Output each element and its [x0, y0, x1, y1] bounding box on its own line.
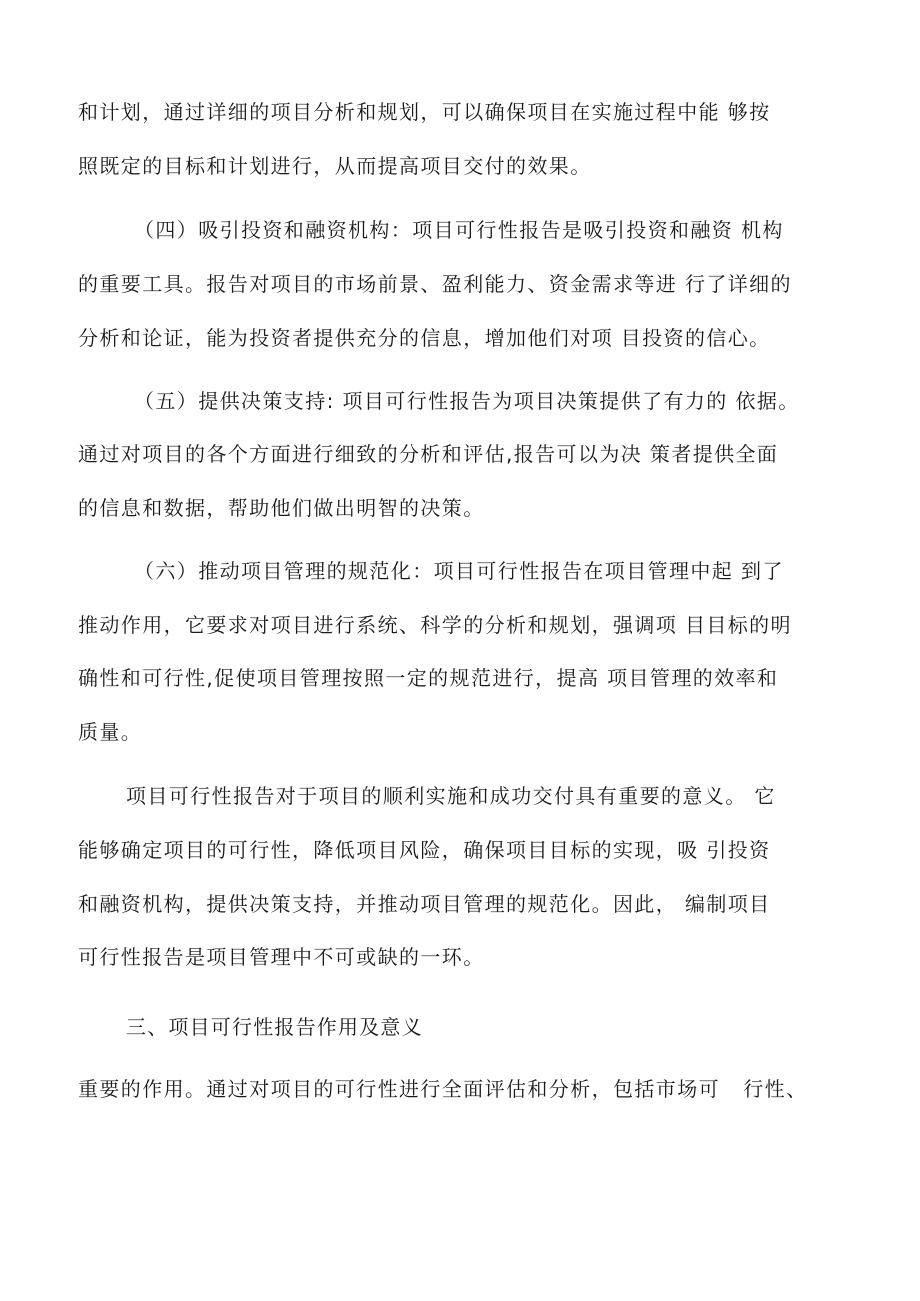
- text-line: 的重要工具。报告对项目的市场前景、盈利能力、资金需求等进 行了详细的: [78, 272, 792, 296]
- text-line: 重要的作用。通过对项目的可行性进行全面评估和分析，包括市场可 行性、: [78, 1077, 808, 1101]
- text-line: （五）提供决策支持: 项目可行性报告为项目决策提供了有力的 依据。: [134, 389, 800, 413]
- text-line: 和融资机构，提供决策支持，并推动项目管理的规范化。因此， 编制项目: [78, 892, 771, 916]
- text-line: 项目可行性报告对于项目的顺利实施和成功交付具有重要的意义。 它: [126, 784, 776, 808]
- text-line: 可行性报告是项目管理中不可或缺的一环。: [78, 945, 485, 969]
- section-heading: 三、项目可行性报告作用及意义: [126, 1015, 423, 1039]
- text-line: 能够确定项目的可行性，降低项目风险，确保项目目标的实现，吸 引投资: [78, 838, 771, 862]
- text-line: 照既定的目标和计划进行，从而提高项目交付的效果。: [78, 154, 592, 178]
- text-line: 确性和可行性,促使项目管理按照一定的规范进行，提高 项目管理的效率和: [78, 666, 779, 690]
- text-line: 的信息和数据，帮助他们做出明智的决策。: [78, 496, 485, 520]
- text-line: （四）吸引投资和融资机构：项目可行性报告是吸引投资和融资 机构: [134, 218, 784, 242]
- text-line: 和计划，通过详细的项目分析和规划，可以确保项目在实施过程中能 够按: [78, 100, 771, 124]
- text-line: （六）推动项目管理的规范化：项目可行性报告在项目管理中起 到了: [134, 559, 784, 583]
- text-line: 通过对项目的各个方面进行细致的分析和评估,报告可以为决 策者提供全面: [78, 442, 779, 466]
- text-line: 分析和论证，能为投资者提供充分的信息，增加他们对项 目投资的信心。: [78, 326, 771, 350]
- text-line: 质量。: [78, 720, 143, 744]
- text-line: 推动作用，它要求对项目进行系统、科学的分析和规划，强调项 目目标的明: [78, 613, 792, 637]
